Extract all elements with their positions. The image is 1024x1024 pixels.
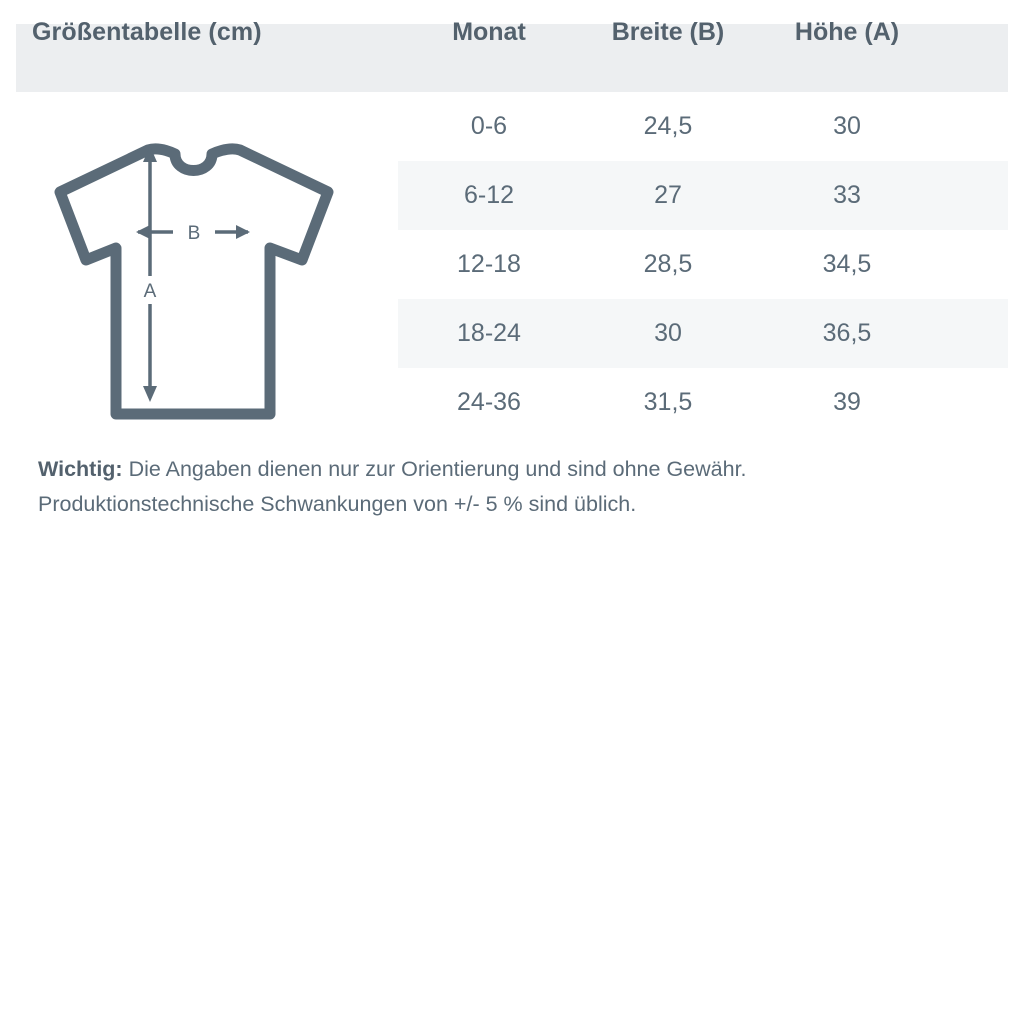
width-arrow-head-left [136,225,150,239]
column-header-month: Monat [452,18,526,46]
tshirt-outline-icon [60,149,328,414]
height-label: A [143,281,157,302]
cell-height: 34,5 [822,250,872,278]
table-row [398,230,1008,299]
cell-height: 30 [833,112,861,140]
size-table-body [398,92,1008,437]
cell-height: 33 [833,181,861,209]
width-arrow-head-right [236,225,250,239]
cell-month: 0-6 [470,112,508,140]
table-row [398,299,1008,368]
disclaimer-lead: Wichtig: [38,457,123,481]
column-header-width: Breite (B) [611,18,725,46]
disclaimer-line-2: Produktionstechnische Schwankungen von +/- 5 % sind üblich. [38,492,637,516]
cell-width: 31,5 [643,388,693,416]
cell-height: 39 [833,388,861,416]
column-header-height: Höhe (A) [794,18,900,46]
disclaimer-note [38,452,988,522]
cell-month: 18-24 [457,319,521,347]
height-arrow-head-bottom [143,386,157,402]
table-row [398,368,1008,437]
cell-month: 24-36 [457,388,521,416]
width-label: B [187,223,201,244]
table-row [398,161,1008,230]
cell-width: 28,5 [643,250,693,278]
disclaimer-line-1: Die Angaben dienen nur zur Orientierung und sind ohne Gewähr. [122,457,747,481]
cell-width: 24,5 [643,112,693,140]
cell-height: 36,5 [822,319,872,347]
cell-width: 30 [654,319,682,347]
cell-width: 27 [654,181,682,209]
page-title: Größentabelle (cm) [32,18,262,46]
cell-month: 6-12 [463,181,515,209]
tshirt-diagram [40,120,390,440]
table-row [398,92,1008,161]
cell-month: 12-18 [457,250,521,278]
